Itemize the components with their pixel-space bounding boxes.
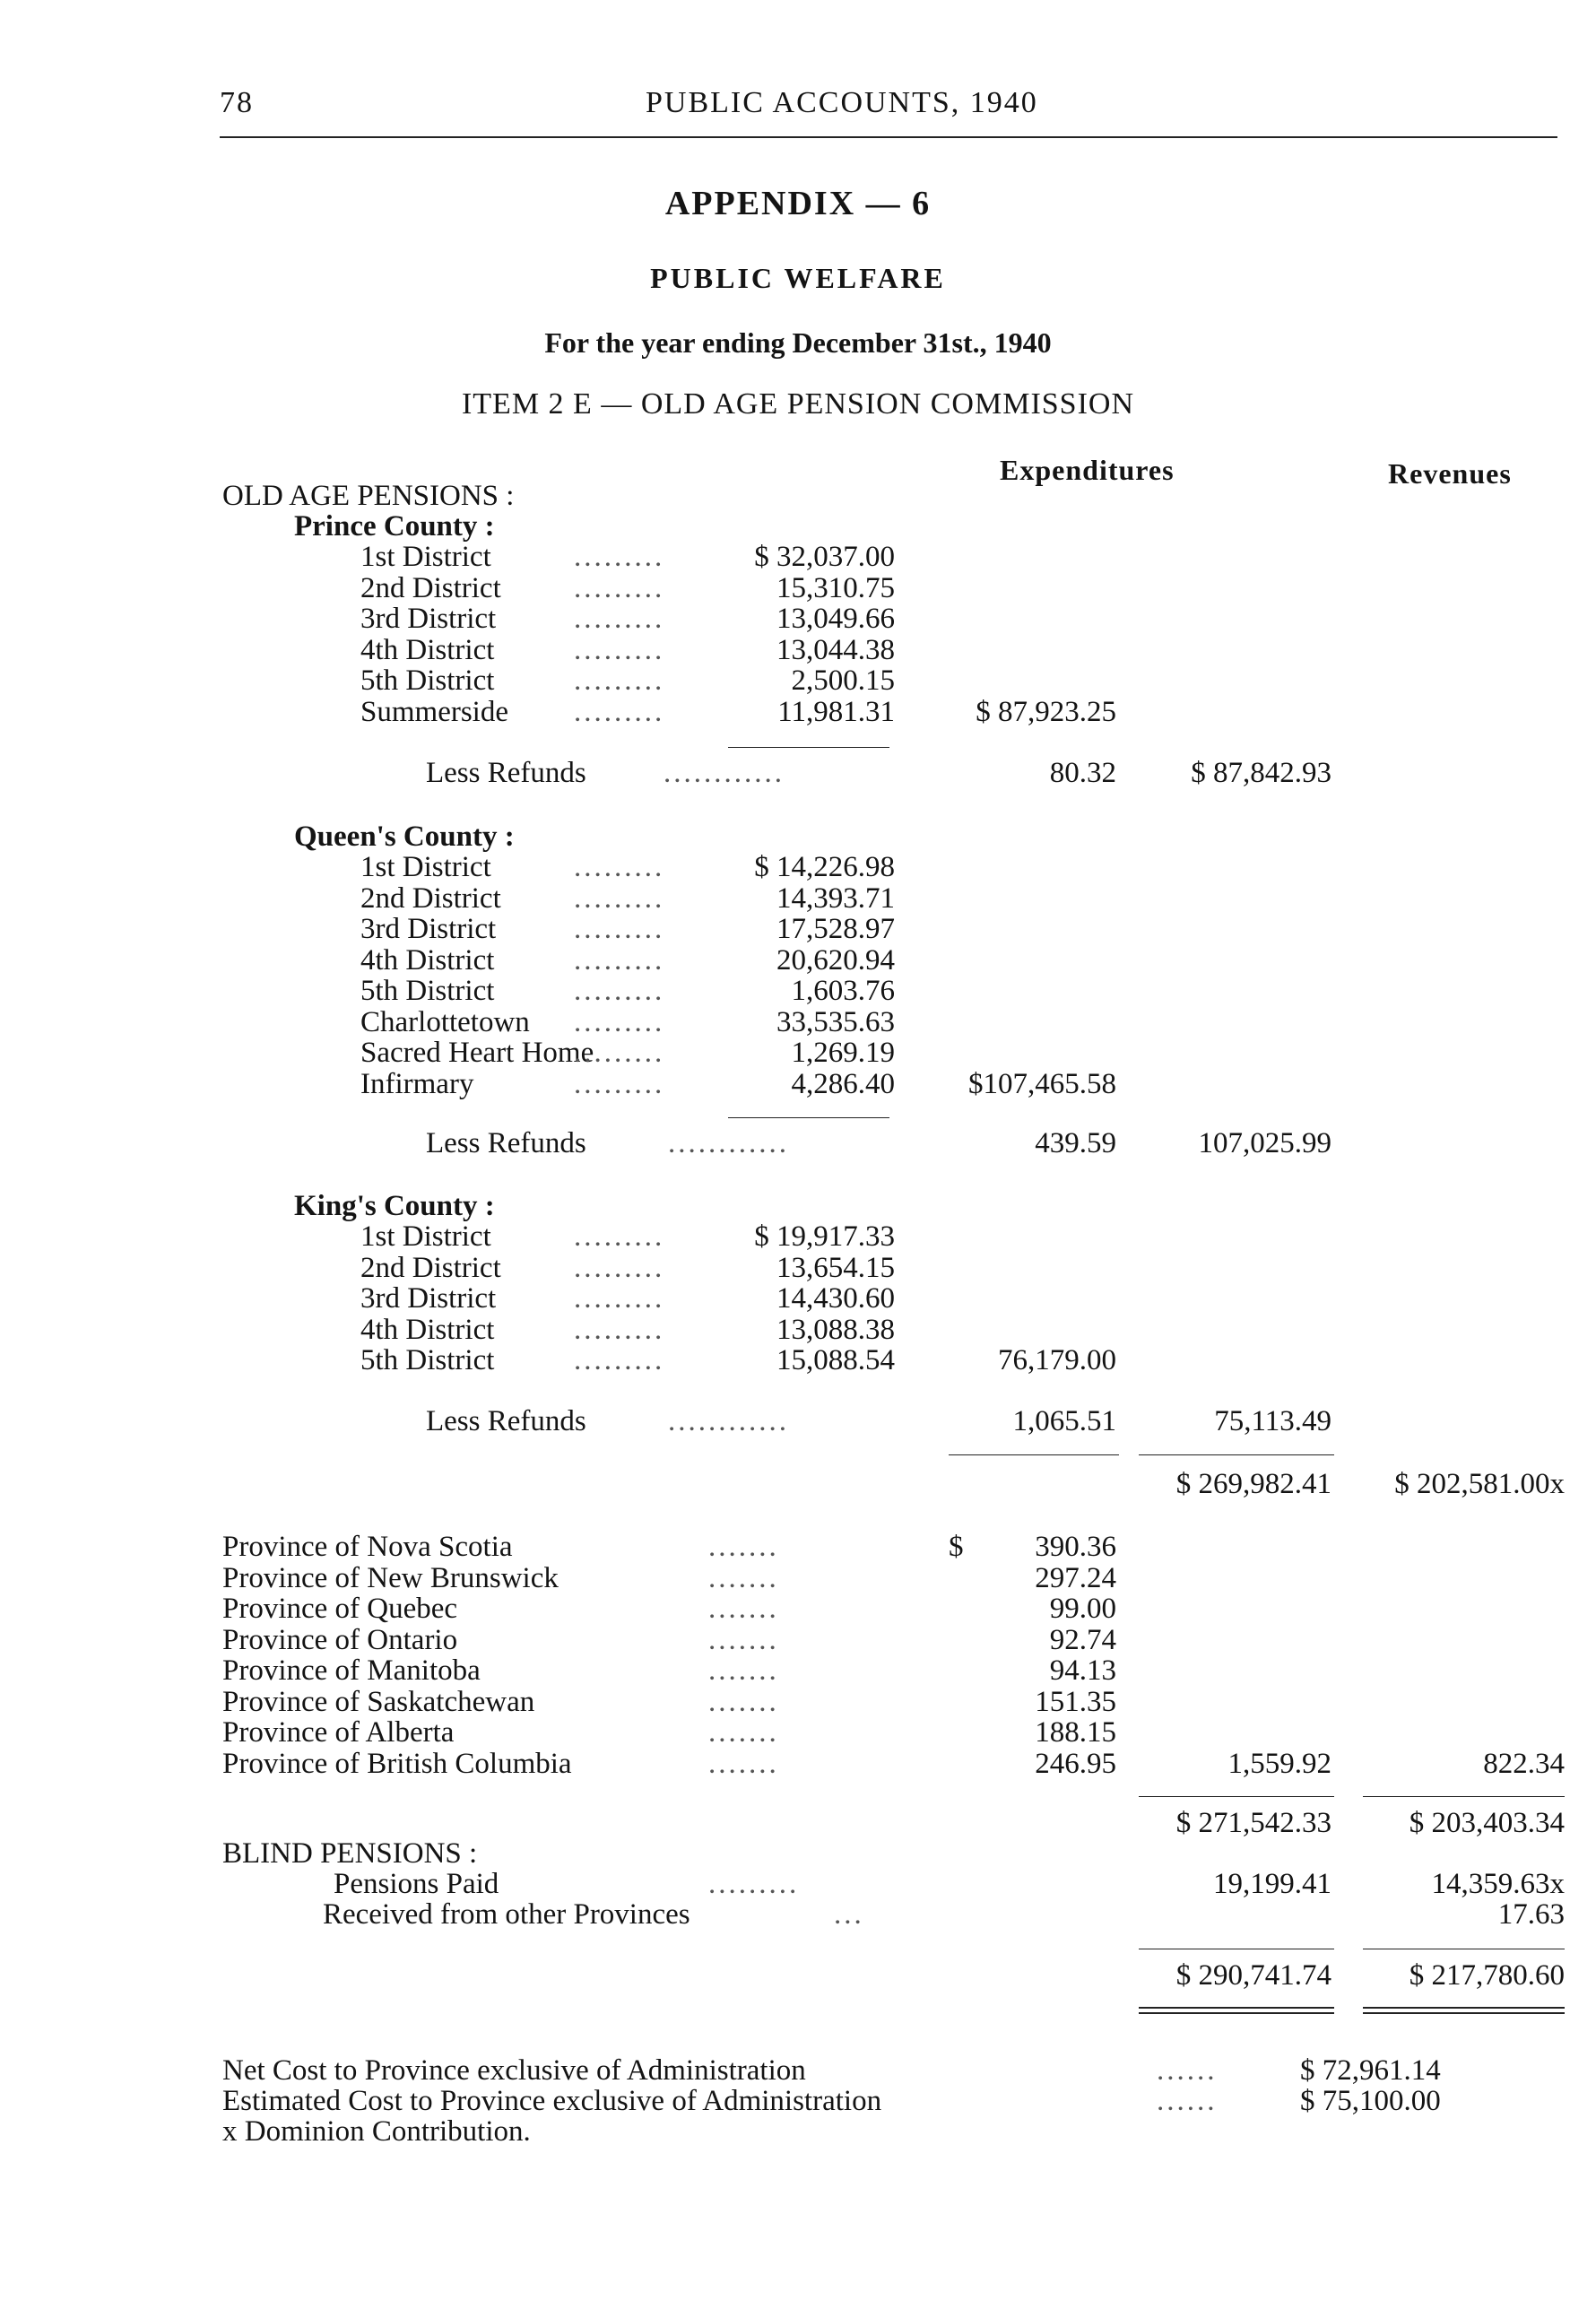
dot-leader: ......... bbox=[574, 944, 665, 977]
district-name: 4th District bbox=[360, 1314, 495, 1346]
prince-county-label: Prince County : bbox=[294, 510, 495, 543]
provinces-rev-rule bbox=[1363, 1796, 1565, 1797]
dot-leader: ............ bbox=[668, 1127, 789, 1159]
dot-leader: ......... bbox=[574, 1252, 665, 1284]
dot-leader: ......... bbox=[574, 975, 665, 1007]
pensions-paid-label: Pensions Paid bbox=[334, 1868, 499, 1900]
dot-leader: ....... bbox=[708, 1686, 779, 1718]
district-name: Infirmary bbox=[360, 1068, 474, 1100]
district-name: 1st District bbox=[360, 1220, 491, 1253]
net-cost-value: $ 72,961.14 bbox=[1300, 2054, 1441, 2087]
district-amount: 4,286.40 bbox=[791, 1068, 895, 1100]
period-title: For the year ending December 31st., 1940 bbox=[544, 326, 1052, 359]
header-rule bbox=[220, 136, 1557, 138]
province-amount: 246.95 bbox=[1035, 1748, 1116, 1780]
dominion-note: x Dominion Contribution. bbox=[222, 2115, 531, 2148]
district-amount: 1,269.19 bbox=[791, 1037, 895, 1069]
grand-exp-double-rule bbox=[1139, 2007, 1334, 2009]
province-amount: 297.24 bbox=[1035, 1562, 1116, 1594]
dot-leader: ...... bbox=[1157, 2054, 1218, 2087]
kings-refunds-rule bbox=[949, 1454, 1119, 1455]
dot-leader: ....... bbox=[708, 1562, 779, 1594]
district-name: 2nd District bbox=[360, 1252, 501, 1284]
dot-leader: ......... bbox=[574, 696, 665, 728]
county-total: $107,465.58 bbox=[968, 1068, 1116, 1100]
district-amount: 15,310.75 bbox=[776, 572, 895, 604]
district-name: 3rd District bbox=[360, 1282, 497, 1315]
department-title: PUBLIC WELFARE bbox=[650, 262, 946, 294]
prince-refunds: 80.32 bbox=[1049, 757, 1116, 789]
district-amount: 20,620.94 bbox=[776, 944, 895, 977]
provinces-total-exp: 1,559.92 bbox=[1227, 1748, 1331, 1780]
received-label: Received from other Provinces bbox=[323, 1898, 690, 1931]
provinces-total-rev: 822.34 bbox=[1483, 1748, 1565, 1780]
dot-leader: ....... bbox=[708, 1624, 779, 1656]
district-name: 3rd District bbox=[360, 913, 497, 945]
province-amount: 92.74 bbox=[1049, 1624, 1116, 1656]
district-name: 3rd District bbox=[360, 603, 497, 635]
dot-leader: ......... bbox=[574, 1068, 665, 1100]
province-name: Province of Nova Scotia bbox=[222, 1531, 513, 1563]
dot-leader: ............ bbox=[664, 757, 785, 789]
revenues-heading: Revenues bbox=[1388, 457, 1512, 490]
district-amount: 1,603.76 bbox=[791, 975, 895, 1007]
pensions-paid-rev: 14,359.63x bbox=[1431, 1868, 1565, 1900]
kings-county-label: King's County : bbox=[294, 1190, 495, 1222]
old-age-subtotal-exp: $ 269,982.41 bbox=[1175, 1468, 1331, 1500]
district-name: 2nd District bbox=[360, 882, 501, 915]
prince-net: $ 87,842.93 bbox=[1191, 757, 1331, 789]
province-amount: 94.13 bbox=[1049, 1654, 1116, 1687]
pensions-paid-exp: 19,199.41 bbox=[1213, 1868, 1331, 1900]
dot-leader: ......... bbox=[574, 1314, 665, 1346]
grand-total-rev: $ 217,780.60 bbox=[1409, 1959, 1565, 1992]
net-cost-label: Net Cost to Province exclusive of Administration bbox=[222, 2054, 806, 2087]
district-amount: $ 14,226.98 bbox=[754, 851, 895, 883]
dot-leader: ......... bbox=[574, 634, 665, 666]
district-name: 5th District bbox=[360, 1344, 495, 1376]
provinces-subtotal-exp: $ 271,542.33 bbox=[1175, 1807, 1331, 1839]
kings-net: 75,113.49 bbox=[1214, 1405, 1331, 1437]
dot-leader: ...... bbox=[1157, 2085, 1218, 2117]
grand-rev-double-rule bbox=[1363, 2007, 1565, 2009]
queens-net: 107,025.99 bbox=[1198, 1127, 1331, 1159]
province-amount: 390.36 bbox=[1035, 1531, 1116, 1563]
running-title: PUBLIC ACCOUNTS, 1940 bbox=[646, 86, 1038, 119]
estimated-cost-value: $ 75,100.00 bbox=[1300, 2085, 1441, 2117]
old-age-heading: OLD AGE PENSIONS : bbox=[222, 480, 515, 512]
dot-leader: ......... bbox=[574, 603, 665, 635]
province-name: Province of Quebec bbox=[222, 1593, 458, 1625]
dot-leader: ....... bbox=[708, 1654, 779, 1687]
expenditures-heading: Expenditures bbox=[1000, 454, 1175, 486]
district-name: 5th District bbox=[360, 664, 495, 697]
dot-leader: ... bbox=[834, 1898, 864, 1931]
provinces-exp-rule bbox=[1139, 1796, 1334, 1797]
district-name: 4th District bbox=[360, 634, 495, 666]
queens-refunds: 439.59 bbox=[1035, 1127, 1116, 1159]
county-total: 76,179.00 bbox=[998, 1344, 1116, 1376]
received-rev: 17.63 bbox=[1497, 1898, 1565, 1931]
dot-leader: ....... bbox=[708, 1748, 779, 1780]
dot-leader: ......... bbox=[574, 851, 665, 883]
queens-county-label: Queen's County : bbox=[294, 820, 515, 853]
page-number: 78 bbox=[220, 86, 254, 119]
old-age-subtotal-rev: $ 202,581.00x bbox=[1394, 1468, 1565, 1500]
province-name: Province of Ontario bbox=[222, 1624, 458, 1656]
province-name: Province of Saskatchewan bbox=[222, 1686, 535, 1718]
district-amount: 33,535.63 bbox=[776, 1006, 895, 1038]
dot-leader: ......... bbox=[574, 913, 665, 945]
district-name: 5th District bbox=[360, 975, 495, 1007]
dot-leader: ......... bbox=[574, 541, 665, 573]
prince-sum-rule bbox=[728, 747, 889, 748]
dot-leader: ......... bbox=[708, 1868, 800, 1900]
dot-leader: ......... bbox=[574, 1344, 665, 1376]
district-amount: 15,088.54 bbox=[776, 1344, 895, 1376]
kings-refunds-label: Less Refunds bbox=[426, 1405, 586, 1437]
province-name: Province of Manitoba bbox=[222, 1654, 481, 1687]
provinces-subtotal-rev: $ 203,403.34 bbox=[1409, 1807, 1565, 1839]
district-amount: 13,088.38 bbox=[776, 1314, 895, 1346]
appendix-title: APPENDIX — 6 bbox=[664, 185, 932, 222]
blind-heading: BLIND PENSIONS : bbox=[222, 1837, 478, 1870]
dollar-sign: $ bbox=[949, 1531, 964, 1563]
prince-refunds-label: Less Refunds bbox=[426, 757, 586, 789]
dot-leader: ......... bbox=[574, 572, 665, 604]
district-name: 2nd District bbox=[360, 572, 501, 604]
district-amount: $ 32,037.00 bbox=[754, 541, 895, 573]
province-amount: 151.35 bbox=[1035, 1686, 1116, 1718]
grand-rev-double-rule-2 bbox=[1363, 2012, 1565, 2014]
district-name: 1st District bbox=[360, 851, 491, 883]
district-name: Summerside bbox=[360, 696, 508, 728]
district-name: Sacred Heart Home bbox=[360, 1037, 594, 1069]
estimated-cost-label: Estimated Cost to Province exclusive of Administration bbox=[222, 2085, 882, 2117]
district-name: Charlottetown bbox=[360, 1006, 530, 1038]
kings-net-rule bbox=[1139, 1454, 1334, 1455]
dot-leader: ......... bbox=[574, 664, 665, 697]
province-name: Province of British Columbia bbox=[222, 1748, 572, 1780]
dot-leader: ......... bbox=[574, 882, 665, 915]
province-name: Province of New Brunswick bbox=[222, 1562, 559, 1594]
district-amount: 17,528.97 bbox=[776, 913, 895, 945]
dot-leader: ....... bbox=[708, 1531, 779, 1563]
dot-leader: ......... bbox=[574, 1220, 665, 1253]
province-name: Province of Alberta bbox=[222, 1716, 455, 1749]
province-amount: 99.00 bbox=[1049, 1593, 1116, 1625]
dot-leader: ............ bbox=[668, 1405, 789, 1437]
district-amount: 13,044.38 bbox=[776, 634, 895, 666]
dot-leader: ......... bbox=[574, 1037, 665, 1069]
dot-leader: ......... bbox=[574, 1006, 665, 1038]
district-amount: 11,981.31 bbox=[777, 696, 895, 728]
dot-leader: ......... bbox=[574, 1282, 665, 1315]
kings-refunds: 1,065.51 bbox=[1012, 1405, 1116, 1437]
grand-total-exp: $ 290,741.74 bbox=[1175, 1959, 1331, 1992]
grand-exp-double-rule-2 bbox=[1139, 2012, 1334, 2014]
county-total: $ 87,923.25 bbox=[976, 696, 1116, 728]
district-amount: 2,500.15 bbox=[791, 664, 895, 697]
province-amount: 188.15 bbox=[1035, 1716, 1116, 1749]
district-amount: 13,654.15 bbox=[776, 1252, 895, 1284]
queens-refunds-label: Less Refunds bbox=[426, 1127, 586, 1159]
district-amount: $ 19,917.33 bbox=[754, 1220, 895, 1253]
district-amount: 14,393.71 bbox=[776, 882, 895, 915]
district-name: 4th District bbox=[360, 944, 495, 977]
queens-sum-rule bbox=[728, 1117, 889, 1118]
dot-leader: ....... bbox=[708, 1716, 779, 1749]
district-amount: 14,430.60 bbox=[776, 1282, 895, 1315]
item-title: ITEM 2 E — OLD AGE PENSION COMMISSION bbox=[461, 387, 1135, 421]
district-amount: 13,049.66 bbox=[776, 603, 895, 635]
district-name: 1st District bbox=[360, 541, 491, 573]
dot-leader: ....... bbox=[708, 1593, 779, 1625]
